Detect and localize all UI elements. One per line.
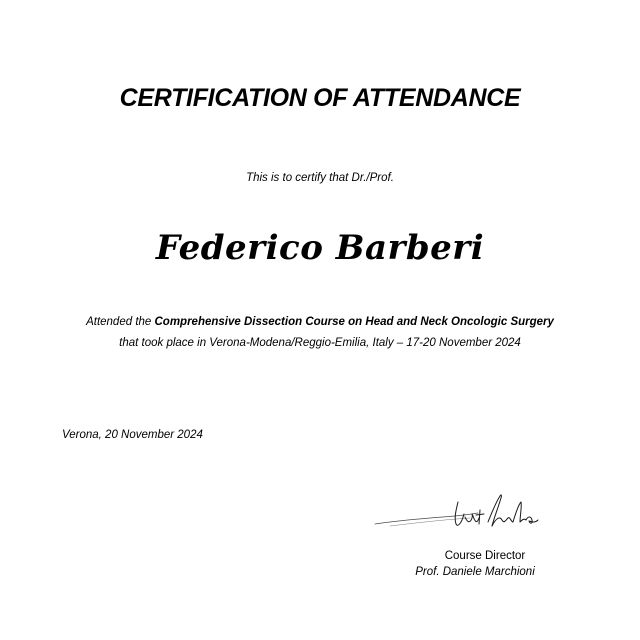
certificate-title: CERTIFICATION OF ATTENDANCE xyxy=(119,84,521,112)
attendance-statement xyxy=(0,316,640,328)
recipient-name: Federico Barberi xyxy=(155,228,485,268)
signatory-role: Course Director xyxy=(444,550,526,562)
attended-prefix: Attended the xyxy=(86,316,155,328)
course-name: Comprehensive Dissection Course on Head and Neck Oncologic Surgery xyxy=(154,316,554,328)
signatory-name: Prof. Daniele Marchioni xyxy=(415,566,535,578)
course-location-dates: that took place in Verona-Modena/Reggio-Emilia, Italy – 17-20 November 2024 xyxy=(119,337,521,349)
handwritten-signature xyxy=(370,482,550,542)
certify-statement: This is to certify that Dr./Prof. xyxy=(246,172,394,184)
issue-date: Verona, 20 November 2024 xyxy=(62,429,203,441)
